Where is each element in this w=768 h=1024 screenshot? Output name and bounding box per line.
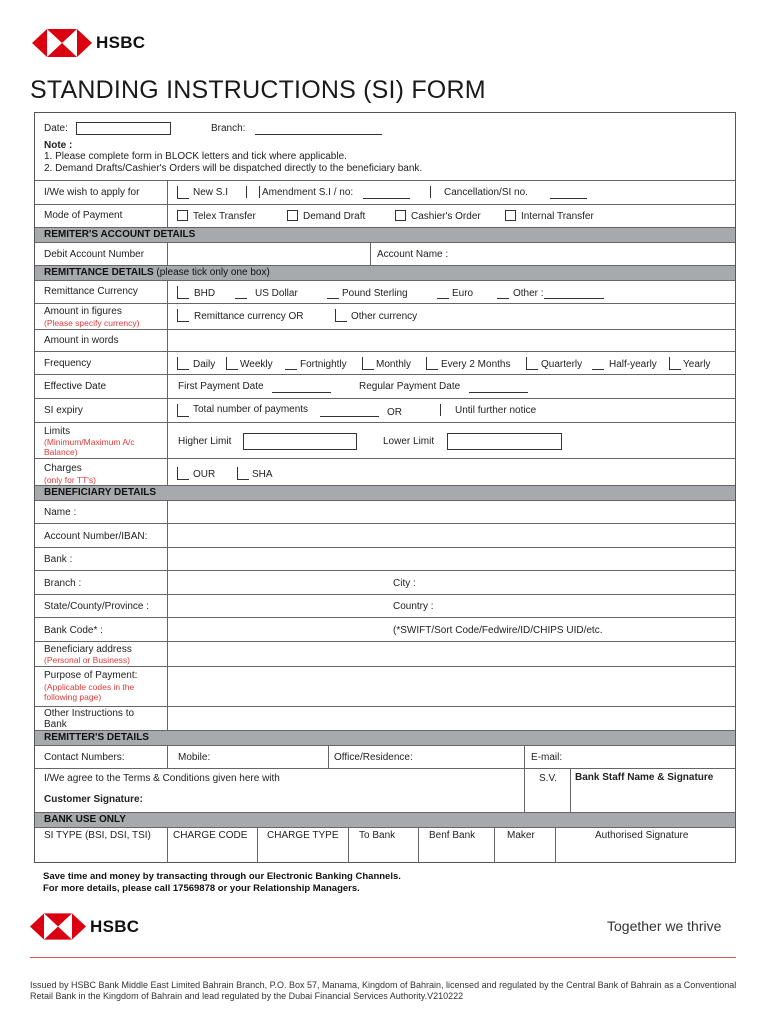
cashiers-order-checkbox[interactable] xyxy=(395,210,406,221)
beneficiary-state-row xyxy=(35,595,735,618)
beneficiary-address-row xyxy=(35,642,735,667)
telex-transfer-checkbox[interactable] xyxy=(177,210,188,221)
si-expiry-row xyxy=(35,399,735,423)
charges-sha-option[interactable]: SHA xyxy=(252,469,273,480)
lower-limit-input[interactable] xyxy=(447,433,562,450)
freq-yearly-option[interactable]: Yearly xyxy=(683,359,711,370)
agreement-text: I/We agree to the Terms & Conditions given here with xyxy=(44,773,280,784)
currency-usd-option[interactable]: US Dollar xyxy=(255,288,298,299)
beneficiary-details-title: BENEFICIARY DETAILS xyxy=(44,487,157,498)
demand-draft-checkbox[interactable] xyxy=(287,210,298,221)
effective-date-row xyxy=(35,375,735,399)
beneficiary-account-row xyxy=(35,524,735,548)
internal-transfer-label: Internal Transfer xyxy=(521,211,594,222)
bank-use-header xyxy=(35,813,735,828)
sv-label: S.V. xyxy=(539,773,557,784)
charges-label: Charges xyxy=(44,463,82,474)
beneficiary-account-label: Account Number/IBAN: xyxy=(44,531,148,542)
branch-label: Branch: xyxy=(211,123,246,134)
office-label: Office/Residence: xyxy=(334,752,413,763)
regular-payment-input[interactable] xyxy=(469,392,528,393)
purpose-hint-2: following page) xyxy=(44,692,102,702)
bank-staff-signature-label: Bank Staff Name & Signature xyxy=(575,772,714,783)
freq-half-yearly-option[interactable]: Half-yearly xyxy=(609,359,657,370)
amount-figures-hint: (Please specify currency) xyxy=(44,318,140,328)
lower-limit-label: Lower Limit xyxy=(383,436,435,447)
bank-code-row xyxy=(35,618,735,642)
debit-account-row xyxy=(35,243,735,266)
amount-words-row xyxy=(35,330,735,352)
contact-numbers-label: Contact Numbers: xyxy=(44,752,125,763)
total-payments-input[interactable] xyxy=(320,416,379,417)
remittance-currency-row xyxy=(35,281,735,304)
account-name-label: Account Name : xyxy=(377,249,449,260)
benf-bank-label: Benf Bank xyxy=(429,830,476,841)
hsbc-logo-bottom xyxy=(30,913,139,940)
first-payment-label: First Payment Date xyxy=(178,381,264,392)
hsbc-logo-top xyxy=(32,29,145,57)
currency-gbp-option[interactable]: Pound Sterling xyxy=(342,288,408,299)
date-input[interactable] xyxy=(76,122,171,135)
contact-numbers-row xyxy=(35,746,735,769)
beneficiary-city-label: City : xyxy=(393,578,416,589)
other-currency-option[interactable]: Other currency xyxy=(351,311,418,322)
tagline: Together we thrive xyxy=(607,918,722,934)
beneficiary-country-label: Country : xyxy=(393,601,434,612)
freq-daily-option[interactable]: Daily xyxy=(193,359,216,370)
currency-other-option[interactable]: Other : xyxy=(513,288,544,299)
cancellation-option[interactable]: Cancellation/SI no. xyxy=(444,187,528,198)
amount-figures-row xyxy=(35,304,735,330)
beneficiary-bank-row xyxy=(35,548,735,571)
remittance-details-hint: (please tick only one box) xyxy=(153,267,270,278)
freq-weekly-option[interactable]: Weekly xyxy=(240,359,273,370)
bank-use-row xyxy=(35,828,735,863)
beneficiary-branch-row xyxy=(35,571,735,595)
effective-date-label: Effective Date xyxy=(44,381,107,392)
hsbc-hexagon-icon xyxy=(32,29,92,57)
other-instructions-row xyxy=(35,707,735,731)
remitters-details-title: REMITTER'S DETAILS xyxy=(44,732,149,743)
limits-label: Limits xyxy=(44,426,71,437)
to-bank-label: To Bank xyxy=(359,830,396,841)
other-instructions-label-2: Bank xyxy=(44,719,67,730)
brand-name-bottom: HSBC xyxy=(90,916,140,936)
frequency-row xyxy=(35,352,735,375)
remitter-account-title: REMITER'S ACCOUNT DETAILS xyxy=(44,229,196,240)
remitter-account-header xyxy=(35,228,735,243)
remittance-currency-option[interactable]: Remittance currency OR xyxy=(194,311,304,322)
apply-for-label: I/We wish to apply for xyxy=(44,187,140,198)
footer-note xyxy=(43,871,401,895)
frequency-label: Frequency xyxy=(44,358,92,369)
freq-every-2-months-option[interactable]: Every 2 Months xyxy=(441,359,511,370)
page-title: STANDING INSTRUCTIONS (SI) FORM xyxy=(30,76,486,104)
freq-quarterly-option[interactable]: Quarterly xyxy=(541,359,583,370)
beneficiary-name-row xyxy=(35,501,735,524)
freq-fortnightly-option[interactable]: Fortnightly xyxy=(300,359,347,370)
demand-draft-label: Demand Draft xyxy=(303,211,366,222)
customer-signature-label: Customer Signature: xyxy=(44,794,143,805)
maker-label: Maker xyxy=(507,830,535,841)
debit-account-label: Debit Account Number xyxy=(44,249,145,260)
beneficiary-address-hint: (Personal or Business) xyxy=(44,655,130,665)
higher-limit-label: Higher Limit xyxy=(178,436,232,447)
note-2: 2. Demand Drafts/Cashier's Orders will be dispatched directly to the beneficiary bank. xyxy=(44,163,423,174)
bank-use-title: BANK USE ONLY xyxy=(44,814,126,825)
charges-row xyxy=(35,459,735,486)
internal-transfer-checkbox[interactable] xyxy=(505,210,516,221)
si-type-label: SI TYPE (BSI, DSI, TSI) xyxy=(44,830,151,841)
other-instructions-label-1: Other Instructions to xyxy=(44,708,135,719)
currency-bhd-option[interactable]: BHD xyxy=(194,288,216,299)
expiry-or-text: OR xyxy=(387,407,402,418)
beneficiary-name-label: Name : xyxy=(44,507,77,518)
email-label: E-mail: xyxy=(531,752,563,763)
apply-for-row xyxy=(35,181,735,205)
mode-of-payment-row xyxy=(35,205,735,228)
beneficiary-details-header xyxy=(35,486,735,501)
branch-input[interactable] xyxy=(255,134,382,135)
charge-type-label: CHARGE TYPE xyxy=(267,830,339,841)
remittance-details-header xyxy=(35,266,735,281)
footer-note-line-2: For more details, please call 17569878 or your Relationship Managers. xyxy=(43,883,360,894)
beneficiary-address-label: Beneficiary address xyxy=(44,644,132,655)
si-form xyxy=(34,112,736,863)
beneficiary-bank-label: Bank : xyxy=(44,554,73,565)
remittance-currency-label: Remittance Currency xyxy=(44,286,138,297)
purpose-label: Purpose of Payment: xyxy=(44,670,138,681)
si-expiry-label: SI expiry xyxy=(44,405,83,416)
hsbc-hexagon-icon xyxy=(30,913,86,940)
until-further-notice-option[interactable]: Until further notice xyxy=(455,405,537,416)
beneficiary-branch-label: Branch : xyxy=(44,578,82,589)
remittance-details-title: REMITTANCE DETAILS xyxy=(44,267,154,278)
legal-text: Issued by HSBC Bank Middle East Limited Bahrain Branch, P.O. Box 57, Manama, Kingdom of Bahrain, licensed and regulated by the Central Bank of Bahrain as a Conventional Retail Bank in the Kingdom of Bahrain and lead regulated by the Dubai Financial Services Authority.V210222 xyxy=(30,980,737,1001)
amount-figures-label: Amount in figures xyxy=(44,306,122,317)
cashiers-order-label: Cashier's Order xyxy=(411,211,481,222)
amendment-no-input[interactable] xyxy=(363,198,410,199)
total-payments-option[interactable]: Total number of payments xyxy=(193,404,309,415)
mode-of-payment-label: Mode of Payment xyxy=(44,210,123,221)
amendment-si-option[interactable]: Amendment S.I / no: xyxy=(262,187,354,198)
first-payment-input[interactable] xyxy=(272,392,331,393)
footer-divider xyxy=(30,957,736,958)
amount-words-label: Amount in words xyxy=(44,335,119,346)
authorised-signature-label: Authorised Signature xyxy=(595,830,689,841)
date-label: Date: xyxy=(44,123,68,134)
charges-our-option[interactable]: OUR xyxy=(193,469,216,480)
note-label: Note : xyxy=(44,140,73,151)
purpose-row xyxy=(35,667,735,707)
limits-row xyxy=(35,423,735,459)
remitters-details-header xyxy=(35,731,735,746)
currency-euro-option[interactable]: Euro xyxy=(452,288,474,299)
bank-code-label: Bank Code* : xyxy=(44,625,103,636)
note-1: 1. Please complete form in BLOCK letters and tick where applicable. xyxy=(44,151,347,162)
freq-monthly-option[interactable]: Monthly xyxy=(376,359,412,370)
limits-hint-2: Balance) xyxy=(44,447,78,457)
agreement-row xyxy=(35,769,735,813)
regular-payment-label: Regular Payment Date xyxy=(359,381,461,392)
higher-limit-input[interactable] xyxy=(243,433,357,450)
date-branch-notes-row xyxy=(35,113,735,181)
charges-hint: (only for TT's) xyxy=(44,475,97,485)
cancellation-no-input[interactable] xyxy=(550,198,587,199)
brand-name: HSBC xyxy=(96,33,146,52)
limits-hint-1: (Minimum/Maximum A/c xyxy=(44,437,135,447)
charge-code-label: CHARGE CODE xyxy=(173,830,248,841)
purpose-hint-1: (Applicable codes in the xyxy=(44,682,135,692)
mobile-label: Mobile: xyxy=(178,752,211,763)
other-currency-input[interactable] xyxy=(544,298,604,299)
new-si-option[interactable]: New S.I xyxy=(193,187,229,198)
telex-transfer-label: Telex Transfer xyxy=(193,211,256,222)
bank-code-note: (*SWIFT/Sort Code/Fedwire/ID/CHIPS UID/etc. xyxy=(393,625,603,636)
beneficiary-state-label: State/County/Province : xyxy=(44,601,150,612)
footer-note-line-1: Save time and money by transacting through our Electronic Banking Channels. xyxy=(43,871,401,882)
